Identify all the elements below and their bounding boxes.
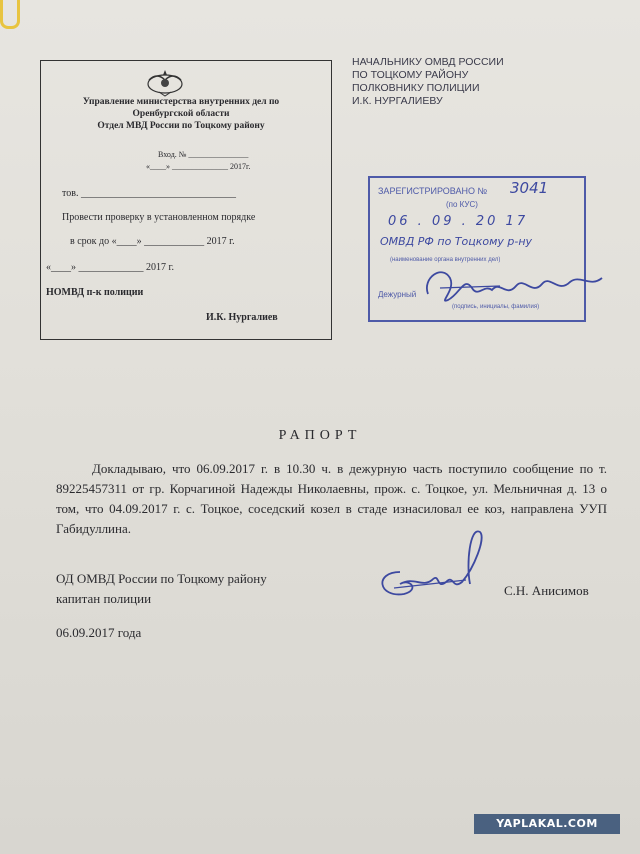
stamp-department: ОМВД РФ по Тоцкому р-ну	[380, 235, 533, 248]
stamp-reg-number: 3041	[510, 179, 549, 197]
stamp-duty-sublabel: (подпись, инициалы, фамилия)	[452, 304, 540, 310]
report-date: 06.09.2017 года	[56, 625, 142, 640]
signatory-rank: капитан полиции	[56, 591, 152, 606]
stamp-date: 06 . 09 . 20 17	[388, 214, 529, 229]
document-title: РАПОРТ	[278, 428, 362, 443]
stamp-sublabel: (наименование органа внутренних дел)	[390, 257, 501, 263]
org-line-2: Оренбургской области	[132, 109, 230, 119]
signatory-name: С.Н. Анисимов	[504, 583, 589, 598]
watermark: YAPLAKAL.COM	[474, 814, 620, 834]
resolution-position: НОМВД п-к полиции	[46, 287, 144, 298]
paper-clip	[0, 0, 20, 29]
signatory-department: ОД ОМВД России по Тоцкому району	[56, 571, 267, 586]
resolution-date: «____» _____________ 2017 г.	[46, 262, 174, 273]
incoming-date: «____» ______________ 2017г.	[146, 162, 251, 171]
report-body	[56, 459, 607, 539]
duty-officer-signature	[420, 258, 610, 318]
resolution-name: И.К. Нургалиев	[206, 312, 278, 323]
address-line-4: И.К. НУРГАЛИЕВУ	[352, 95, 443, 107]
signatory-block	[56, 569, 267, 609]
org-line-3: Отдел МВД России по Тоцкому району	[97, 121, 265, 131]
instruction-line-2: в срок до «____» ____________ 2017 г.	[70, 236, 235, 247]
address-line-2: ПО ТОЦКОМУ РАЙОНУ	[352, 69, 469, 81]
eagle-emblem-icon	[145, 66, 185, 98]
to-line: тов. _______________________________	[62, 188, 236, 199]
author-signature	[370, 528, 500, 608]
org-line-1: Управление министерства внутренних дел по	[82, 97, 280, 107]
stamp-duty-label: Дежурный	[378, 290, 417, 299]
address-line-1: НАЧАЛЬНИКУ ОМВД РОССИИ	[352, 56, 504, 68]
stamp-kus-label: (по КУС)	[446, 200, 478, 209]
report-text: Докладываю, что 06.09.2017 г. в 10.30 ч. в дежурную часть поступило сообщение по т. 89225457311 от гр. Корчагиной Надежды Николаевны, прож. с. Тоцкое, ул. Мельничная д. 13 о том, что 04.09.2017 г. с. Тоцкое, соседский козел в стаде изнасиловал ее коз, направлена УУП Габидуллина.	[56, 461, 607, 536]
incoming-number: Вход. № _______________	[158, 150, 249, 159]
instruction-line-1: Провести проверку в установленном порядке	[62, 212, 256, 223]
stamp-registered-label: ЗАРЕГИСТРИРОВАНО №	[378, 186, 488, 196]
address-line-3: ПОЛКОВНИКУ ПОЛИЦИИ	[352, 82, 480, 94]
organization-header	[46, 96, 316, 132]
addressee-block	[352, 56, 504, 108]
